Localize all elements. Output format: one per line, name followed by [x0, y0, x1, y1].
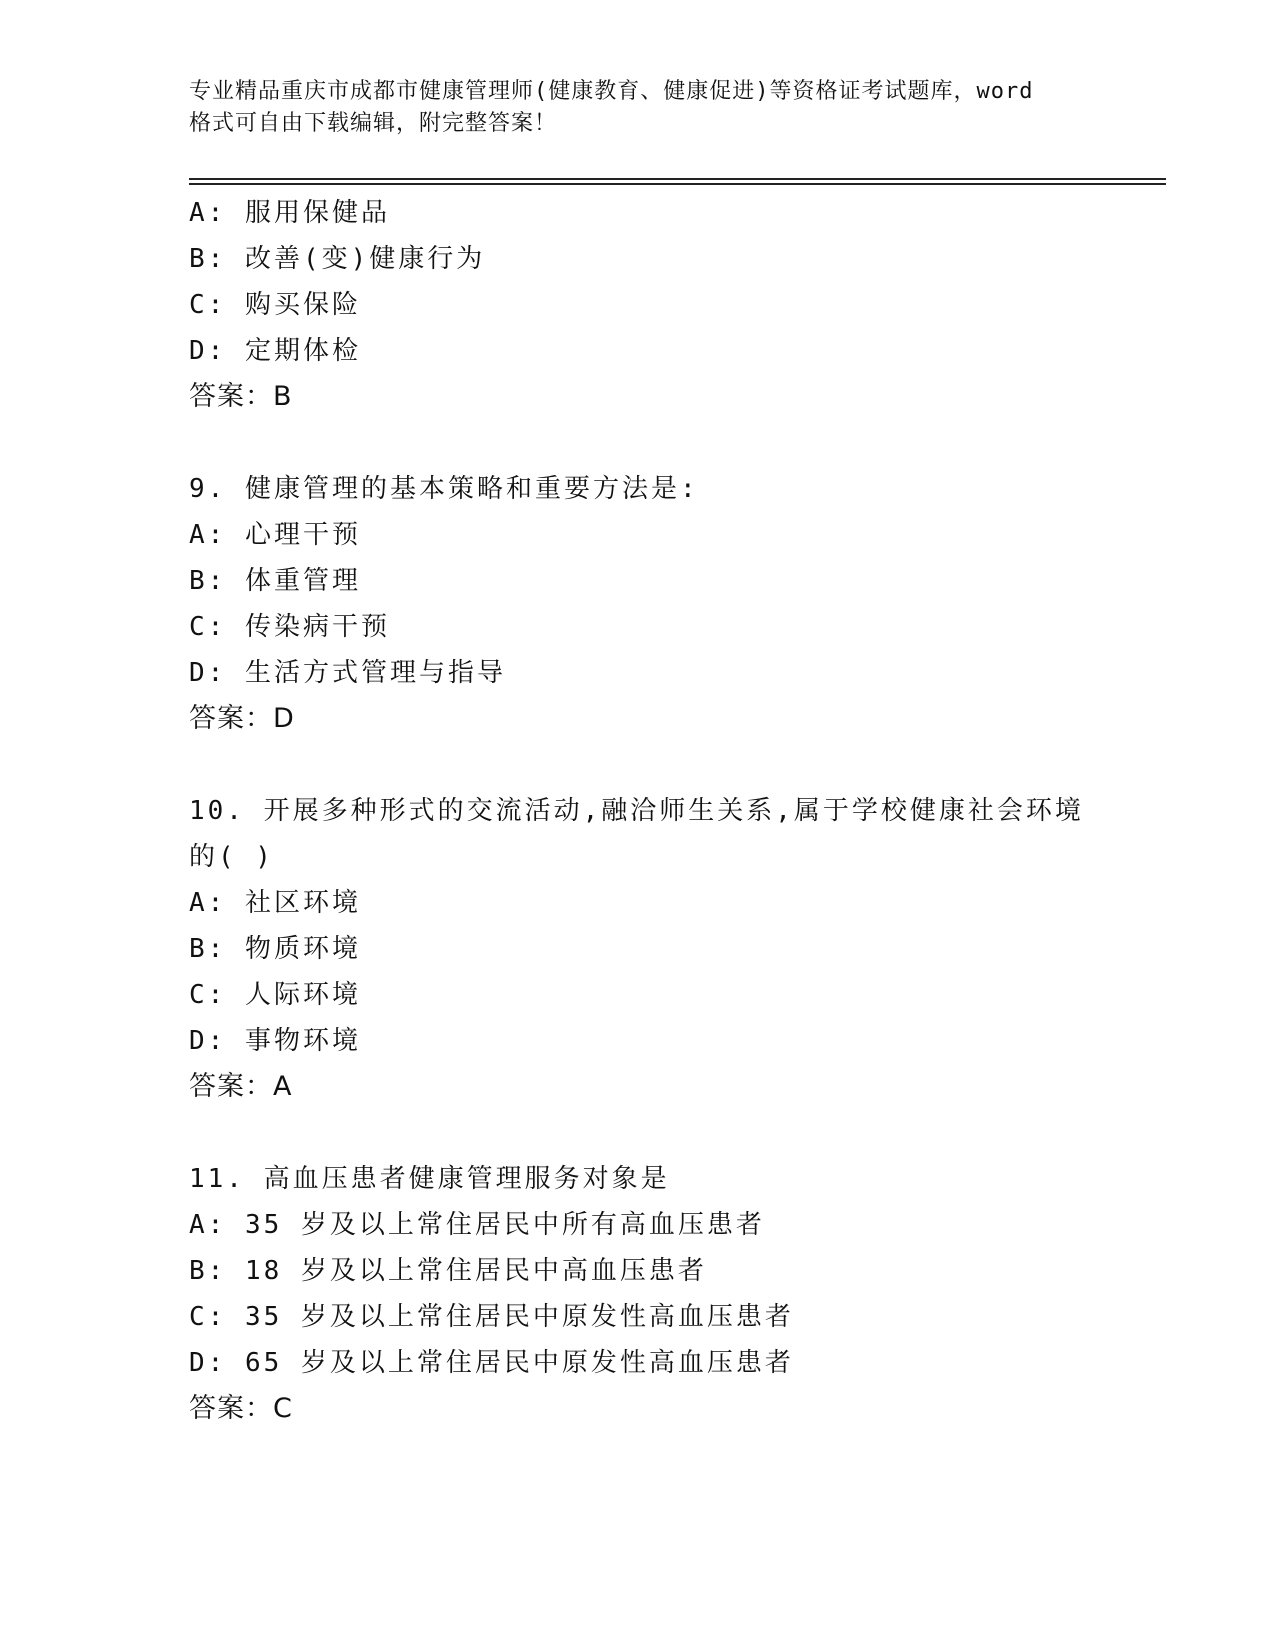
q9-option-d: D: 生活方式管理与指导	[189, 658, 506, 688]
question-content	[189, 190, 1129, 1432]
q10-option-b: B: 物质环境	[189, 934, 361, 964]
question-8	[189, 190, 1129, 420]
q8-option-b: B: 改善(变)健康行为	[189, 244, 486, 274]
q9-option-a: A: 心理干预	[189, 520, 361, 550]
spacer	[189, 420, 1129, 466]
q11-option-a: A: 35 岁及以上常住居民中所有高血压患者	[189, 1210, 765, 1240]
question-9	[189, 466, 1129, 742]
header-line-2: 格式可自由下载编辑，附完整答案！	[189, 111, 558, 136]
q10-answer: 答案：A	[189, 1071, 293, 1102]
q9-option-b: B: 体重管理	[189, 566, 361, 596]
q10-option-a: A: 社区环境	[189, 888, 361, 918]
q9-answer: 答案：D	[189, 703, 295, 734]
spacer	[189, 742, 1129, 788]
q8-option-d: D: 定期体检	[189, 336, 361, 366]
header-rule-top	[189, 178, 1166, 180]
q9-stem: 9. 健康管理的基本策略和重要方法是:	[189, 474, 699, 504]
q9-option-c: C: 传染病干预	[189, 612, 390, 642]
q10-stem-line-2: 的( )	[189, 842, 274, 872]
q8-option-c: C: 购买保险	[189, 290, 361, 320]
document-header	[189, 76, 1089, 140]
q11-option-b: B: 18 岁及以上常住居民中高血压患者	[189, 1256, 707, 1286]
question-11	[189, 1156, 1129, 1432]
q11-option-c: C: 35 岁及以上常住居民中原发性高血压患者	[189, 1302, 794, 1332]
header-line-1: 专业精品重庆市成都市健康管理师(健康教育、健康促进)等资格证考试题库，word	[189, 79, 1034, 104]
q8-answer: 答案：B	[189, 381, 293, 412]
header-rule-bottom	[189, 183, 1166, 185]
q11-stem: 11. 高血压患者健康管理服务对象是	[189, 1164, 670, 1194]
q10-option-d: D: 事物环境	[189, 1026, 361, 1056]
q10-stem-line-1: 10. 开展多种形式的交流活动,融洽师生关系,属于学校健康社会环境	[189, 796, 1084, 826]
q10-option-c: C: 人际环境	[189, 980, 361, 1010]
q11-option-d: D: 65 岁及以上常住居民中原发性高血压患者	[189, 1348, 794, 1378]
spacer	[189, 1110, 1129, 1156]
q8-option-a: A: 服用保健品	[189, 198, 390, 228]
q11-answer: 答案：C	[189, 1393, 293, 1424]
question-10	[189, 788, 1129, 1110]
